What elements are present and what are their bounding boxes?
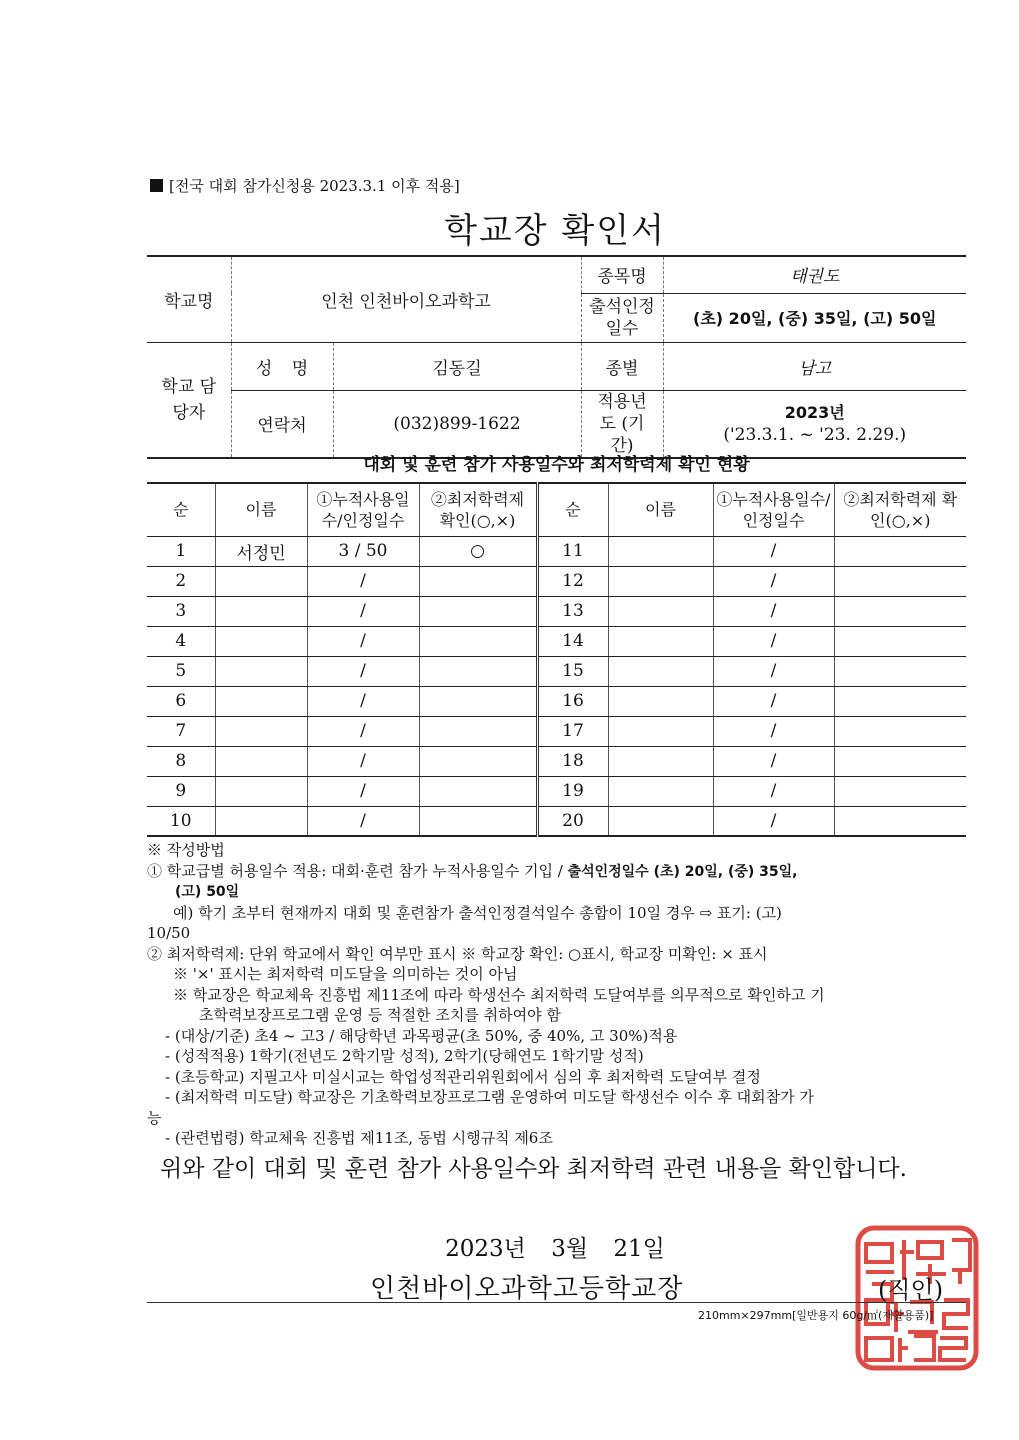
row-days-right: / xyxy=(713,566,834,596)
row-name-right xyxy=(608,806,713,836)
row-check xyxy=(419,626,537,656)
school-label: 학교명 xyxy=(147,256,231,342)
period-value: ('23.3.1. ~ '23. 2.29.) xyxy=(723,424,907,445)
row-name: 서정민 xyxy=(215,536,307,566)
row-name-right xyxy=(608,776,713,806)
col-name-right: 이름 xyxy=(608,483,713,536)
manager-label: 학교 담당자 xyxy=(147,342,231,458)
row-days-right: / xyxy=(713,536,834,566)
document-title: 학교장 확인서 xyxy=(444,211,666,251)
row-check xyxy=(419,656,537,686)
note-2: ② 최저학력제: 단위 학교에서 확인 여부만 표시 ※ 학교장 확인: ○표시, 학교장 미확인: × 표시 xyxy=(147,944,768,963)
detail-2: - (성적적용) 1학기(전년도 2학기말 성적), 2학기(당해연도 1학기말 성적) xyxy=(165,1047,644,1065)
confirmation-statement: 위와 같이 대회 및 훈련 참가 사용일수와 최저학력 관련 내용을 확인합니다. xyxy=(160,1156,907,1182)
row-days-right: / xyxy=(713,746,834,776)
row-check-right xyxy=(834,566,966,596)
row-name xyxy=(215,686,307,716)
bottom-rule xyxy=(147,1302,966,1303)
table-row xyxy=(147,716,966,746)
row-no-right: 18 xyxy=(537,746,608,776)
row-days: / xyxy=(307,596,419,626)
row-no: 8 xyxy=(147,746,215,776)
table-row xyxy=(147,686,966,716)
row-name-right xyxy=(608,626,713,656)
row-days-right: / xyxy=(713,716,834,746)
section-title: 대회 및 훈련 참가 사용일수와 최저학력제 확인 현황 xyxy=(363,455,750,475)
col-days: ①누적사용일수/인정일수 xyxy=(307,483,419,536)
table-row xyxy=(147,776,966,806)
row-no: 4 xyxy=(147,626,215,656)
col-no-right: 순 xyxy=(537,483,608,536)
col-check-right: ②최저학력제 확인(○,×) xyxy=(834,483,966,536)
row-days-right: / xyxy=(713,656,834,686)
row-check-right xyxy=(834,776,966,806)
row-no-right: 14 xyxy=(537,626,608,656)
participation-table xyxy=(147,482,966,837)
detail-3: - (초등학교) 지필고사 미실시교는 학업성적관리위원회에서 심의 후 최저학력 도달여부 결정 xyxy=(165,1067,761,1086)
row-days: / xyxy=(307,806,419,836)
row-no: 7 xyxy=(147,716,215,746)
row-check xyxy=(419,776,537,806)
category-value: 남고 xyxy=(663,342,966,390)
table-row xyxy=(147,656,966,686)
row-no: 5 xyxy=(147,656,215,686)
row-no-right: 16 xyxy=(537,686,608,716)
date-month: 3월 xyxy=(551,1236,589,1262)
date-year: 2023년 xyxy=(445,1236,526,1262)
col-no: 순 xyxy=(147,483,215,536)
principal-title: 인천바이오과학고등학교장 xyxy=(370,1274,684,1304)
sport-value: 태권도 xyxy=(663,256,966,293)
date-day: 21일 xyxy=(613,1236,665,1262)
row-no: 2 xyxy=(147,566,215,596)
paper-spec: 210mm×297mm[일반용지 60g/㎡(재활용품)] xyxy=(698,1309,934,1322)
table-header-row xyxy=(147,483,966,536)
row-name xyxy=(215,746,307,776)
row-days-right: / xyxy=(713,686,834,716)
row-name xyxy=(215,626,307,656)
row-name xyxy=(215,656,307,686)
row-no-right: 15 xyxy=(537,656,608,686)
row-days: / xyxy=(307,656,419,686)
note-1: ① 학교급별 허용일수 적용: 대회·훈련 참가 누적사용일수 기입 / 출석인정일수 (초) 20일, (중) 35일, xyxy=(147,861,798,880)
contact-value: (032)899-1622 xyxy=(333,390,581,458)
note-2-a: ※ '×' 표시는 최저학력 미도달을 의미하는 것이 아님 xyxy=(173,965,518,983)
row-days-right: / xyxy=(713,626,834,656)
row-days: / xyxy=(307,626,419,656)
note-1-example-cont: 10/50 xyxy=(147,924,191,942)
row-check-right xyxy=(834,806,966,836)
category-label: 종별 xyxy=(581,342,663,390)
row-no-right: 11 xyxy=(537,536,608,566)
row-check-right xyxy=(834,686,966,716)
row-name-right xyxy=(608,566,713,596)
row-name-right xyxy=(608,536,713,566)
row-check xyxy=(419,716,537,746)
black-square-icon xyxy=(150,179,163,192)
row-name xyxy=(215,776,307,806)
row-no: 10 xyxy=(147,806,215,836)
detail-4-cont: 능 xyxy=(147,1108,162,1127)
row-check xyxy=(419,746,537,776)
attendance-label: 출석인정 일수 xyxy=(581,293,663,342)
note-2-b-cont: 초학력보장프로그램 운영 등 적절한 조치를 취하여야 함 xyxy=(199,1006,561,1024)
year-cell xyxy=(663,390,966,458)
header-note: [전국 대회 참가신청용 2023.3.1 이후 적용] xyxy=(150,175,460,196)
row-no-right: 17 xyxy=(537,716,608,746)
info-table xyxy=(147,255,966,459)
row-days: / xyxy=(307,566,419,596)
row-days: / xyxy=(307,686,419,716)
row-name xyxy=(215,566,307,596)
detail-4: - (최저학력 미도달) 학교장은 기초학력보장프로그램 운영하여 미도달 학생선수 이수 후 대회참가 가 xyxy=(165,1088,814,1106)
detail-5: - (관련법령) 학교체육 진흥법 제11조, 동법 시행규칙 제6조 xyxy=(165,1129,553,1147)
row-check-right xyxy=(834,746,966,776)
row-days-right: / xyxy=(713,596,834,626)
detail-1: - (대상/기준) 초4 ~ 고3 / 해당학년 과목평균(초 50%, 중 40%, 고 30%)적용 xyxy=(165,1026,678,1045)
row-check-right xyxy=(834,656,966,686)
table-row xyxy=(147,626,966,656)
row-name-right xyxy=(608,746,713,776)
row-name-right xyxy=(608,686,713,716)
row-check-right xyxy=(834,626,966,656)
note-1-cont: (고) 50일 xyxy=(175,884,240,900)
row-no-right: 19 xyxy=(537,776,608,806)
note-1-example: 예) 학기 초부터 현재까지 대회 및 훈련참가 출석인정결석일수 총합이 10일 경우 ⇨ 표기: (고) xyxy=(173,903,782,922)
row-days: / xyxy=(307,776,419,806)
table-row xyxy=(147,536,966,566)
row-check xyxy=(419,686,537,716)
row-name-right xyxy=(608,656,713,686)
table-row xyxy=(147,596,966,626)
row-days-right: / xyxy=(713,806,834,836)
row-days: 3 / 50 xyxy=(307,536,419,566)
notes-heading: ※ 작성방법 xyxy=(147,841,225,859)
table-row xyxy=(147,746,966,776)
row-name xyxy=(215,806,307,836)
row-no: 6 xyxy=(147,686,215,716)
writing-instructions xyxy=(147,840,977,1149)
row-no-right: 20 xyxy=(537,806,608,836)
col-name: 이름 xyxy=(215,483,307,536)
attendance-value: (초) 20일, (중) 35일, (고) 50일 xyxy=(663,293,966,342)
row-check-right xyxy=(834,536,966,566)
note-2-b: ※ 학교장은 학교체육 진흥법 제11조에 따라 학생선수 최저학력 도달여부를 의무적으로 확인하고 기 xyxy=(173,985,825,1004)
row-check xyxy=(419,596,537,626)
row-no: 3 xyxy=(147,596,215,626)
row-name-right xyxy=(608,596,713,626)
row-check-right xyxy=(834,716,966,746)
row-no: 9 xyxy=(147,776,215,806)
row-no-right: 13 xyxy=(537,596,608,626)
col-days-right: ①누적사용일수/인정일수 xyxy=(713,483,834,536)
school-value: 인천 인천바이오과학고 xyxy=(231,256,581,342)
name-label: 성 명 xyxy=(231,342,333,390)
row-check: ○ xyxy=(419,536,537,566)
year-label: 적용년도 (기간) xyxy=(581,390,663,458)
seal-mark: (직인) xyxy=(878,1276,944,1304)
row-days: / xyxy=(307,746,419,776)
year-value: 2023년 xyxy=(784,402,845,422)
row-check xyxy=(419,806,537,836)
name-value: 김동길 xyxy=(333,342,581,390)
row-name-right xyxy=(608,716,713,746)
row-no-right: 12 xyxy=(537,566,608,596)
table-row xyxy=(147,566,966,596)
row-check-right xyxy=(834,596,966,626)
contact-label: 연락처 xyxy=(231,390,333,458)
row-no: 1 xyxy=(147,536,215,566)
row-name xyxy=(215,596,307,626)
col-check: ②최저학력제 확인(○,×) xyxy=(419,483,537,536)
row-days-right: / xyxy=(713,776,834,806)
table-row xyxy=(147,806,966,836)
sport-label: 종목명 xyxy=(581,256,663,293)
row-days: / xyxy=(307,716,419,746)
row-check xyxy=(419,566,537,596)
row-name xyxy=(215,716,307,746)
